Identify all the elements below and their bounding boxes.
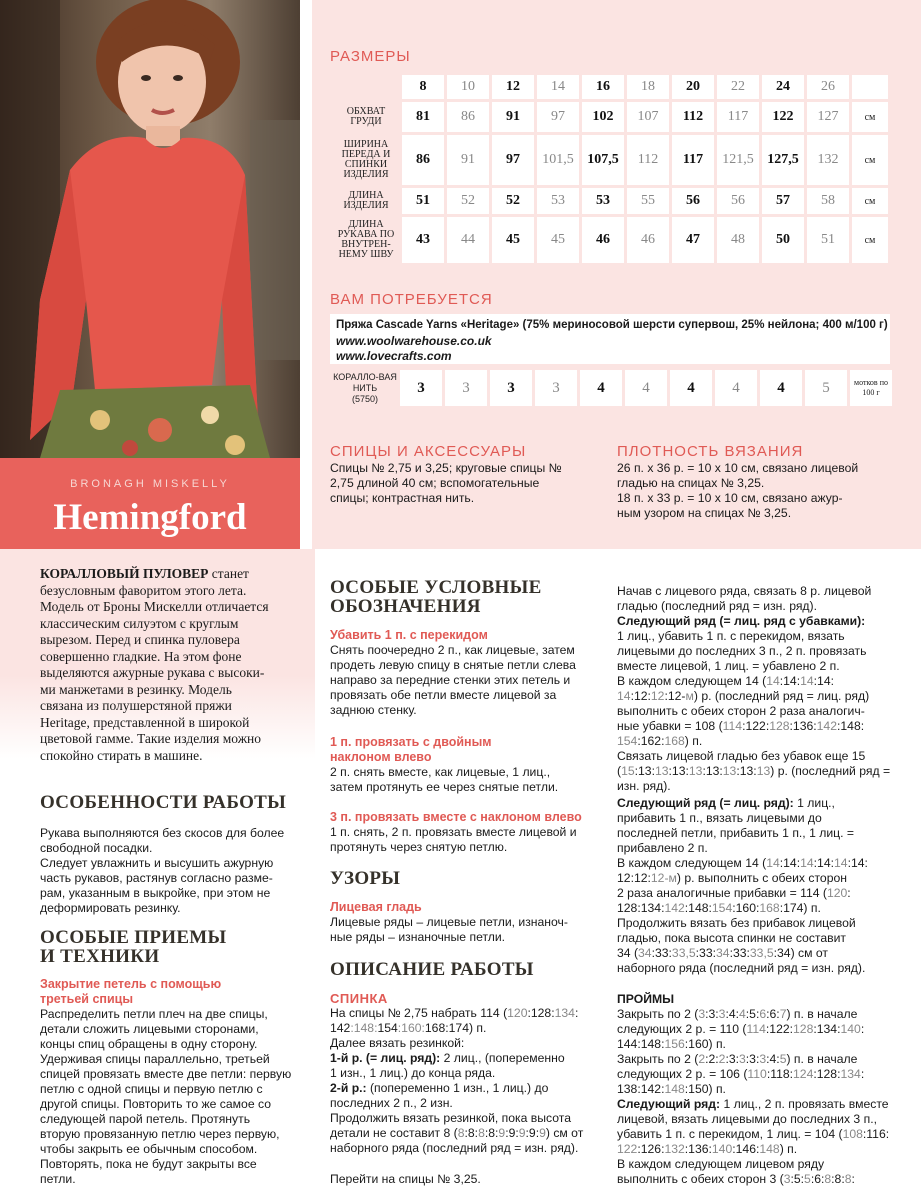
instruction-line: В каждом следующем лицевом ряду	[617, 1157, 825, 1171]
value-cell: 52	[492, 188, 534, 214]
shop-link[interactable]: www.lovecrafts.com	[336, 349, 452, 363]
sizes-header-row	[333, 75, 888, 99]
value-cell: 56	[672, 188, 714, 214]
techniques-title: ОСОБЫЕ ПРИЕМЫ	[40, 927, 227, 948]
symbol-line: протянуть через снятую петлю.	[330, 840, 508, 854]
instruction-line: (15:13:13:13:13:13:13:13:13) р. (последний ряд =	[617, 764, 891, 778]
value-cell: 121,5	[717, 135, 759, 185]
size-cell: 22	[717, 75, 759, 99]
value-cell: 56	[717, 188, 759, 214]
gauge-title: ПЛОТНОСТЬ ВЯЗАНИЯ	[617, 443, 804, 460]
instruction-line: Следующий ряд (= лиц. ряд): 1 лиц.,	[617, 796, 835, 810]
symbol-subtitle: наклоном влево	[330, 750, 432, 764]
value-cell: 107,5	[582, 135, 624, 185]
instruction-line: изн. ряд).	[617, 779, 671, 793]
amount-cell: 4	[760, 370, 802, 406]
symbol-line: 1 п. снять, 2 п. провязать вместе лицевой и	[330, 825, 577, 839]
value-cell: 45	[492, 217, 534, 263]
value-cell: 48	[717, 217, 759, 263]
instruction-line: 14:12:12:12-м) р. (последний ряд = лиц. ряд)	[617, 689, 870, 703]
pattern-title: Hemingford	[53, 497, 247, 538]
instruction-line: прибавить 1 п., вязать лицевыми до	[617, 811, 822, 825]
instruction-line: гладью, пока высота спинки не составит	[617, 931, 847, 945]
size-cell: 18	[627, 75, 669, 99]
intro-line: безусловным фаворитом этого лета.	[40, 582, 247, 598]
intro-line: связана из полушерстяной пряжи	[40, 698, 232, 713]
technique-line: чтобы закрыть ее обычным способом.	[40, 1142, 258, 1156]
designer-name: BRONAGH MISKELLY	[70, 478, 230, 490]
instruction-line: следующих 2 р. = 106 (110:118:124:128:134:	[617, 1067, 865, 1081]
back-line: На спицы № 2,75 набрать 114 (120:128:134:	[330, 1006, 579, 1020]
features-line: Следует увлажнить и высушить ажурную	[40, 856, 274, 870]
value-cell: 45	[537, 217, 579, 263]
yarn-description: Пряжа Cascade Yarns «Heritage» (75% мериносовой шерсти супервош, 25% нейлона; 400 м/100 г)	[336, 319, 888, 331]
color-code: (5750)	[351, 393, 378, 404]
instruction-line: последней петли, прибавить 1 п., 1 лиц. =	[617, 826, 855, 840]
sleeve-row	[333, 217, 888, 263]
value-cell: 57	[762, 188, 804, 214]
instruction-line: наборного ряда (последний ряд = изн. ряд).	[617, 961, 866, 975]
unit-cell: см	[852, 188, 888, 214]
gauge-line: гладью на спицах № 3,25.	[617, 476, 765, 490]
patterns-title: УЗОРЫ	[330, 868, 401, 889]
back-line: 142:148:154:160:168:174) п.	[330, 1021, 487, 1035]
value-cell: 101,5	[537, 135, 579, 185]
back-line: Перейти на спицы № 3,25.	[330, 1172, 481, 1186]
row-label: ДЛИНА РУКАВА ПО ВНУТРЕН-НЕМУ ШВУ	[337, 219, 395, 260]
intro-line: выделяются ажурные рукава с высоки-	[40, 665, 265, 680]
instruction-line: лицевыми до последних 3 п., 2 п. провязать	[617, 644, 867, 658]
armholes-title: ПРОЙМЫ	[617, 992, 675, 1006]
intro-line: Heritage, представленной в широкой	[40, 714, 250, 730]
technique-line: Повторять, пока не будут закрыты все	[40, 1157, 257, 1171]
intro-line: ми манжетами в резинку. Модель	[40, 681, 232, 697]
amount-cell: 4	[625, 370, 667, 406]
value-cell: 55	[627, 188, 669, 214]
symbol-line: провязать обе петли вместе лицевой за	[330, 688, 557, 702]
symbol-subtitle: Убавить 1 п. с перекидом	[330, 628, 488, 642]
instruction-line: выполнить с обеих сторон 3 (3:5:5:6:8:8:8:	[617, 1172, 855, 1186]
pattern-line: ные ряды – изнаночные петли.	[330, 930, 506, 944]
amount-cell: 4	[670, 370, 712, 406]
techniques-title: И ТЕХНИКИ	[40, 946, 160, 967]
size-cell: 20	[672, 75, 714, 99]
features-title: ОСОБЕННОСТИ РАБОТЫ	[40, 792, 287, 813]
value-cell: 127,5	[762, 135, 804, 185]
technique-subtitle: Закрытие петель с помощью	[40, 977, 222, 991]
amount-cell: 3	[490, 370, 532, 406]
bust-row	[333, 102, 888, 132]
value-cell: 132	[807, 135, 849, 185]
value-cell: 117	[717, 102, 759, 132]
sizes-title: РАЗМЕРЫ	[330, 48, 411, 65]
amount-cell: 3	[535, 370, 577, 406]
instruction-line: следующих 2 р. = 110 (114:122:128:134:140:	[617, 1022, 865, 1036]
value-cell: 52	[447, 188, 489, 214]
row-label: ШИРИНА ПЕРЕДА И СПИНКИ ИЗДЕЛИЯ	[341, 139, 391, 180]
technique-line: спицей провязать вместе две петли: первую	[40, 1067, 292, 1081]
symbol-line: 2 п. снять вместе, как лицевые, 1 лиц.,	[330, 765, 551, 779]
back-line: последних 2 п., 2 изн.	[330, 1096, 453, 1110]
back-line: 1-й р. (= лиц. ряд): 2 лиц., (попеременно	[330, 1051, 565, 1065]
back-line: детали не составит 8 (8:8:8:8:9:9:9:9:9) см от	[330, 1126, 584, 1140]
symbol-line: заднюю стенку.	[330, 703, 417, 717]
value-cell: 58	[807, 188, 849, 214]
pattern-subtitle: Лицевая гладь	[330, 900, 422, 914]
value-cell: 112	[672, 102, 714, 132]
instruction-line: убавить 1 п. с перекидом, 1 лиц. = 104 (108:116:	[617, 1127, 890, 1141]
back-line: наборного ряда (последний ряд = изн. ряд).	[330, 1141, 579, 1155]
intro-line: спокойно стирать в машине.	[40, 747, 203, 763]
instruction-line: Продолжить вязать без прибавок лицевой	[617, 916, 856, 930]
technique-subtitle: третьей спицы	[40, 992, 134, 1006]
intro-line: вырезом. Перед и спинка пуловера	[40, 632, 240, 647]
back-line: Продолжить вязать резинкой, пока высота	[330, 1111, 571, 1125]
symbols-title: ОСОБЫЕ УСЛОВНЫЕ	[330, 577, 542, 598]
value-cell: 117	[672, 135, 714, 185]
value-cell: 43	[402, 217, 444, 263]
value-cell: 86	[447, 102, 489, 132]
description-title: ОПИСАНИЕ РАБОТЫ	[330, 959, 534, 980]
value-cell: 46	[627, 217, 669, 263]
color-label	[333, 370, 397, 406]
technique-line: другой спицы. Повторить то же самое со	[40, 1097, 272, 1111]
needles-text: Спицы № 2,75 и 3,25; круговые спицы № 2,75 длиной 40 см; вспомогательные спицы; контрастная нить.	[330, 461, 562, 505]
size-cell: 8	[402, 75, 444, 99]
value-cell: 102	[582, 102, 624, 132]
value-cell: 50	[762, 217, 804, 263]
instruction-line: 144:148:156:160) п.	[617, 1037, 726, 1051]
intro-line: Модель от Броны Мискелли отличается	[40, 599, 269, 614]
gauge-line: 26 п. х 36 р. = 10 х 10 см, связано лицевой	[617, 461, 859, 475]
size-cell: 16	[582, 75, 624, 99]
features-line: часть рукавов, растянув согласно разме-	[40, 871, 273, 885]
instruction-line: Следующий ряд (= лиц. ряд с убавками):	[617, 614, 866, 628]
technique-line: вторую провязанную петлю через первую,	[40, 1127, 280, 1141]
unit-cell: см	[852, 102, 888, 132]
value-cell: 107	[627, 102, 669, 132]
title-banner	[0, 458, 300, 549]
instruction-line: лицевой, вязать лицевыми до последних 3 п.,	[617, 1112, 877, 1126]
model-photo	[0, 0, 300, 458]
size-cell: 12	[492, 75, 534, 99]
instruction-line: 154:162:168) п.	[617, 734, 703, 748]
instruction-line: 122:126:132:136:140:146:148) п.	[617, 1142, 798, 1156]
intro-line: цветовой гамме. Такие изделия можно	[40, 731, 262, 746]
row-label: ОБХВАТ ГРУДИ	[346, 106, 386, 127]
width-row	[333, 135, 888, 185]
instruction-line: В каждом следующем 14 (14:14:14:14:	[617, 674, 835, 688]
size-cell: 24	[762, 75, 804, 99]
need-title: ВАМ ПОТРЕБУЕТСЯ	[330, 291, 493, 308]
instruction-line: гладью (последний ряд = изн. ряд).	[617, 599, 817, 613]
instruction-line: Закрыть по 2 (3:3:3:4:4:5:6:6:7) п. в начале	[617, 1007, 858, 1021]
pattern-line: Лицевые ряды – лицевые петли, изнаноч-	[330, 915, 568, 929]
value-cell: 122	[762, 102, 804, 132]
technique-line: концы спиц обращены в одну сторону.	[40, 1037, 258, 1051]
instruction-line: ные убавки = 108 (114:122:128:136:142:148:	[617, 719, 865, 733]
technique-line: Удерживая спицы параллельно, третьей	[40, 1052, 270, 1066]
intro-line: классическим силуэтом с круглым	[40, 615, 239, 631]
instruction-line: 2 раза аналогичные прибавки = 114 (120:	[617, 886, 851, 900]
instruction-line: Начав с лицевого ряда, связать 8 р. лицевой	[617, 584, 872, 598]
gauge-line: 18 п. х 33 р. = 10 х 10 см, связано ажур-	[617, 491, 843, 505]
technique-line: детали сложить лицевыми сторонами,	[40, 1022, 259, 1036]
instruction-line: 138:142:148:150) п.	[617, 1082, 726, 1096]
size-cell: 14	[537, 75, 579, 99]
instruction-line: прибавлено 2 п.	[617, 841, 708, 855]
instruction-line: выполнить с обеих сторон 2 раза аналогич-	[617, 704, 865, 718]
value-cell: 97	[492, 135, 534, 185]
features-line: свободной посадки.	[40, 841, 153, 855]
value-cell: 86	[402, 135, 444, 185]
technique-line: следующей парой петель. Протянуть	[40, 1112, 251, 1126]
symbol-line: направо за передние стенки этих петель и	[330, 673, 571, 687]
symbol-line: затем протянуть ее через снятые петли.	[330, 780, 559, 794]
symbol-subtitle: 1 п. провязать с двойным	[330, 735, 492, 749]
instruction-line: Связать лицевой гладью без убавок еще 15	[617, 749, 866, 763]
intro-line: совершенно гладкие. На этом фоне	[40, 648, 242, 664]
back-title: СПИНКА	[330, 991, 388, 1006]
value-cell: 127	[807, 102, 849, 132]
value-cell: 53	[537, 188, 579, 214]
intro-lead: КОРАЛЛОВЫЙ ПУЛОВЕР	[40, 566, 209, 581]
amount-cell: 3	[400, 370, 442, 406]
value-cell: 46	[582, 217, 624, 263]
size-cell: 26	[807, 75, 849, 99]
amount-cell: 5	[805, 370, 847, 406]
back-line: Далее вязать резинкой:	[330, 1036, 465, 1050]
value-cell: 97	[537, 102, 579, 132]
features-line: Рукава выполняются без скосов для более	[40, 826, 285, 840]
value-cell: 91	[492, 102, 534, 132]
instruction-line: 12:12:12-м) р. выполнить с обеих сторон	[617, 871, 847, 885]
back-line: 1 изн., 1 лиц.) до конца ряда.	[330, 1066, 496, 1080]
technique-line: петли.	[40, 1172, 76, 1186]
instruction-line: вместе лицевой, 1 лиц. = убавлено 2 п.	[617, 659, 840, 673]
value-cell: 91	[447, 135, 489, 185]
intro-text: КОРАЛЛОВЫЙ ПУЛОВЕР станет безусловным фаворитом этого лета. Модель от Броны Мискелли отличается классическим силуэтом с круглым вырезом. Перед и спинка пуловера совершенно гладкие. На этом фоне выделяются ажурные рукава с высоки- ми манжетами в резинку. Модель связана из полушерстяной пряжи Heritage, представленной в широкой цветовой гамме. Такие изделия можно спокойно стирать в машине.	[40, 566, 300, 764]
size-cell: 10	[447, 75, 489, 99]
value-cell: 51	[402, 188, 444, 214]
technique-line: Распределить петли плеч на две спицы,	[40, 1007, 268, 1021]
symbol-subtitle: 3 п. провязать вместе с наклоном влево	[330, 810, 582, 824]
back-line: 2-й р.: (попеременно 1 изн., 1 лиц.) до	[330, 1081, 549, 1095]
needles-title: СПИЦЫ И АКСЕССУАРЫ	[330, 443, 527, 460]
instruction-line: 1 лиц., убавить 1 п. с перекидом, вязать	[617, 629, 845, 643]
features-line: рам, указанным в выкройке, при этом не	[40, 886, 271, 900]
features-line: деформировать резинку.	[40, 901, 181, 915]
instruction-line: 128:134:142:148:154:160:168:174) п.	[617, 901, 821, 915]
shop-link[interactable]: www.woolwarehouse.co.uk	[336, 334, 492, 348]
unit-cell: см	[852, 135, 888, 185]
value-cell: 112	[627, 135, 669, 185]
color-name: КОРАЛЛО-ВАЯ НИТЬ	[333, 371, 397, 393]
value-cell: 53	[582, 188, 624, 214]
amount-cell: 4	[580, 370, 622, 406]
instruction-line: 34 (34:33:33,5:33:34:33:33,5:34) см от	[617, 946, 828, 960]
length-row	[333, 188, 888, 214]
value-cell: 51	[807, 217, 849, 263]
row-label: ДЛИНА ИЗДЕЛИЯ	[343, 190, 389, 211]
photo-illustration	[0, 0, 300, 458]
value-cell: 81	[402, 102, 444, 132]
yarn-amount-table	[330, 367, 895, 409]
unit-cell: мотков по 100 г	[850, 370, 892, 406]
symbols-title: ОБОЗНАЧЕНИЯ	[330, 596, 481, 617]
value-cell: 44	[447, 217, 489, 263]
instruction-line: В каждом следующем 14 (14:14:14:14:14:14:	[617, 856, 868, 870]
symbol-line: продеть левую спицу в снятые петли слева	[330, 658, 576, 672]
unit-cell: см	[852, 217, 888, 263]
value-cell: 47	[672, 217, 714, 263]
instruction-line: Закрыть по 2 (2:2:2:3:3:3:3:4:5) п. в начале	[617, 1052, 858, 1066]
instruction-line: Следующий ряд: 1 лиц., 2 п. провязать вместе	[617, 1097, 889, 1111]
gauge-line: ным узором на спицах № 3,25.	[617, 506, 792, 520]
amount-cell: 3	[445, 370, 487, 406]
sizes-table	[330, 72, 891, 266]
symbol-line: Снять поочередно 2 п., как лицевые, затем	[330, 643, 575, 657]
technique-line: петлю с одной спицы и первую петлю с	[40, 1082, 263, 1096]
amount-cell: 4	[715, 370, 757, 406]
